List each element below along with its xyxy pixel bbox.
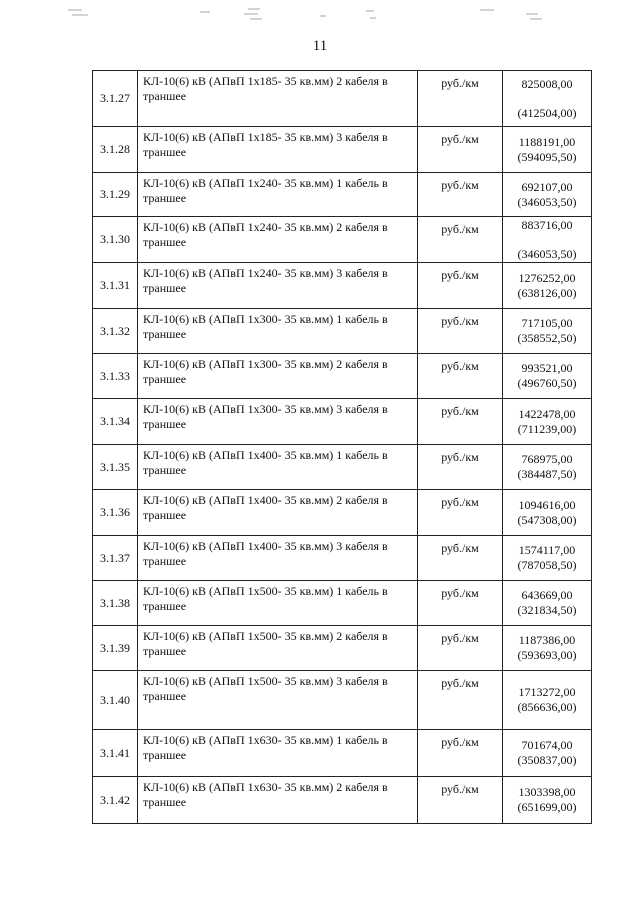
price-value: 825008,00 (521, 76, 573, 91)
price-half-value: (711239,00) (517, 421, 577, 436)
item-description: КЛ-10(6) кВ (АПвП 1х300- 35 кв.мм) 2 кабеля в траншее (138, 354, 418, 399)
table-row (93, 263, 592, 309)
price-value: 1303398,00 (518, 785, 576, 799)
unit-of-measure: руб./км (418, 536, 503, 581)
price-half-value: (638126,00) (517, 285, 577, 300)
price-cell (503, 217, 592, 263)
table-row (93, 354, 592, 399)
price-half-value: (496760,50) (517, 376, 577, 390)
item-number: 3.1.39 (93, 626, 138, 671)
unit-of-measure: руб./км (418, 777, 503, 824)
item-description: КЛ-10(6) кВ (АПвП 1х185- 35 кв.мм) 2 кабеля в траншее (138, 71, 418, 127)
price-value: 768975,00 (521, 452, 573, 466)
table-row (93, 581, 592, 626)
item-number: 3.1.34 (93, 399, 138, 445)
table-row (93, 127, 592, 173)
price-half-value: (346053,50) (517, 194, 577, 209)
price-half-value: (346053,50) (517, 246, 577, 261)
price-cell (503, 777, 592, 824)
price-half-value: (384487,50) (517, 467, 577, 481)
price-cell (503, 309, 592, 354)
price-cell (503, 71, 592, 127)
scan-artifacts (60, 6, 580, 24)
price-value: 1187386,00 (518, 633, 576, 647)
price-cell (503, 626, 592, 671)
price-cell (503, 730, 592, 777)
price-cell (503, 671, 592, 730)
table-row (93, 671, 592, 730)
item-description: КЛ-10(6) кВ (АПвП 1х500- 35 кв.мм) 3 кабеля в траншее (138, 671, 418, 730)
unit-of-measure: руб./км (418, 445, 503, 490)
item-description: КЛ-10(6) кВ (АПвП 1х500- 35 кв.мм) 2 кабеля в траншее (138, 626, 418, 671)
item-number: 3.1.35 (93, 445, 138, 490)
price-half-value: (594095,50) (517, 149, 577, 164)
tariff-table (92, 70, 592, 824)
price-half-value: (856636,00) (517, 700, 577, 714)
unit-of-measure: руб./км (418, 730, 503, 777)
unit-of-measure: руб./км (418, 173, 503, 217)
price-value: 1713272,00 (518, 685, 576, 699)
price-cell (503, 127, 592, 173)
item-number: 3.1.31 (93, 263, 138, 309)
unit-of-measure: руб./км (418, 217, 503, 263)
item-description: КЛ-10(6) кВ (АПвП 1х630- 35 кв.мм) 2 кабеля в траншее (138, 777, 418, 824)
price-half-value: (358552,50) (517, 331, 577, 345)
table-row (93, 399, 592, 445)
unit-of-measure: руб./км (418, 581, 503, 626)
unit-of-measure: руб./км (418, 399, 503, 445)
item-number: 3.1.42 (93, 777, 138, 824)
item-number: 3.1.32 (93, 309, 138, 354)
unit-of-measure: руб./км (418, 490, 503, 536)
price-value: 993521,00 (521, 361, 573, 375)
item-description: КЛ-10(6) кВ (АПвП 1х240- 35 кв.мм) 3 кабеля в траншее (138, 263, 418, 309)
item-description: КЛ-10(6) кВ (АПвП 1х300- 35 кв.мм) 3 кабеля в траншее (138, 399, 418, 445)
item-description: КЛ-10(6) кВ (АПвП 1х240- 35 кв.мм) 1 кабель в траншее (138, 173, 418, 217)
table-row (93, 626, 592, 671)
table-row (93, 173, 592, 217)
item-number: 3.1.27 (93, 71, 138, 127)
price-half-value: (350837,00) (517, 753, 577, 767)
item-description: КЛ-10(6) кВ (АПвП 1х400- 35 кв.мм) 2 кабеля в траншее (138, 490, 418, 536)
price-value: 643669,00 (521, 588, 573, 602)
table-row (93, 217, 592, 263)
price-half-value: (321834,50) (517, 603, 577, 617)
item-number: 3.1.30 (93, 217, 138, 263)
price-value: 1188191,00 (518, 134, 576, 149)
item-number: 3.1.40 (93, 671, 138, 730)
price-value: 692107,00 (521, 179, 573, 194)
price-value: 1422478,00 (518, 406, 576, 421)
item-description: КЛ-10(6) кВ (АПвП 1х400- 35 кв.мм) 1 кабель в траншее (138, 445, 418, 490)
table-row (93, 777, 592, 824)
price-half-value: (651699,00) (517, 800, 577, 814)
unit-of-measure: руб./км (418, 263, 503, 309)
price-cell (503, 445, 592, 490)
item-number: 3.1.28 (93, 127, 138, 173)
item-number: 3.1.38 (93, 581, 138, 626)
item-number: 3.1.41 (93, 730, 138, 777)
price-cell (503, 354, 592, 399)
price-cell (503, 490, 592, 536)
item-number: 3.1.33 (93, 354, 138, 399)
item-number: 3.1.36 (93, 490, 138, 536)
unit-of-measure: руб./км (418, 127, 503, 173)
item-description: КЛ-10(6) кВ (АПвП 1х400- 35 кв.мм) 3 кабеля в траншее (138, 536, 418, 581)
item-description: КЛ-10(6) кВ (АПвП 1х500- 35 кв.мм) 1 кабель в траншее (138, 581, 418, 626)
item-description: КЛ-10(6) кВ (АПвП 1х630- 35 кв.мм) 1 кабель в траншее (138, 730, 418, 777)
price-value: 1094616,00 (518, 497, 576, 512)
price-value: 1276252,00 (518, 270, 576, 285)
price-cell (503, 536, 592, 581)
price-half-value: (547308,00) (517, 512, 577, 527)
price-half-value: (787058,50) (517, 558, 577, 572)
table-row (93, 730, 592, 777)
price-value: 883716,00 (521, 217, 573, 232)
table-row (93, 445, 592, 490)
price-half-value: (593693,00) (517, 648, 577, 662)
price-cell (503, 581, 592, 626)
unit-of-measure: руб./км (418, 71, 503, 127)
unit-of-measure: руб./км (418, 671, 503, 730)
unit-of-measure: руб./км (418, 354, 503, 399)
price-value: 717105,00 (521, 316, 573, 330)
unit-of-measure: руб./км (418, 309, 503, 354)
item-number: 3.1.37 (93, 536, 138, 581)
price-value: 701674,00 (521, 738, 573, 752)
table-row (93, 490, 592, 536)
unit-of-measure: руб./км (418, 626, 503, 671)
table-row (93, 71, 592, 127)
price-cell (503, 399, 592, 445)
table-row (93, 309, 592, 354)
page-number: 11 (312, 38, 328, 54)
table-row (93, 536, 592, 581)
item-description: КЛ-10(6) кВ (АПвП 1х300- 35 кв.мм) 1 кабель в траншее (138, 309, 418, 354)
item-description: КЛ-10(6) кВ (АПвП 1х185- 35 кв.мм) 3 кабеля в траншее (138, 127, 418, 173)
price-cell (503, 263, 592, 309)
item-number: 3.1.29 (93, 173, 138, 217)
item-description: КЛ-10(6) кВ (АПвП 1х240- 35 кв.мм) 2 кабеля в траншее (138, 217, 418, 263)
price-half-value: (412504,00) (517, 105, 577, 120)
price-cell (503, 173, 592, 217)
price-value: 1574117,00 (518, 543, 576, 557)
